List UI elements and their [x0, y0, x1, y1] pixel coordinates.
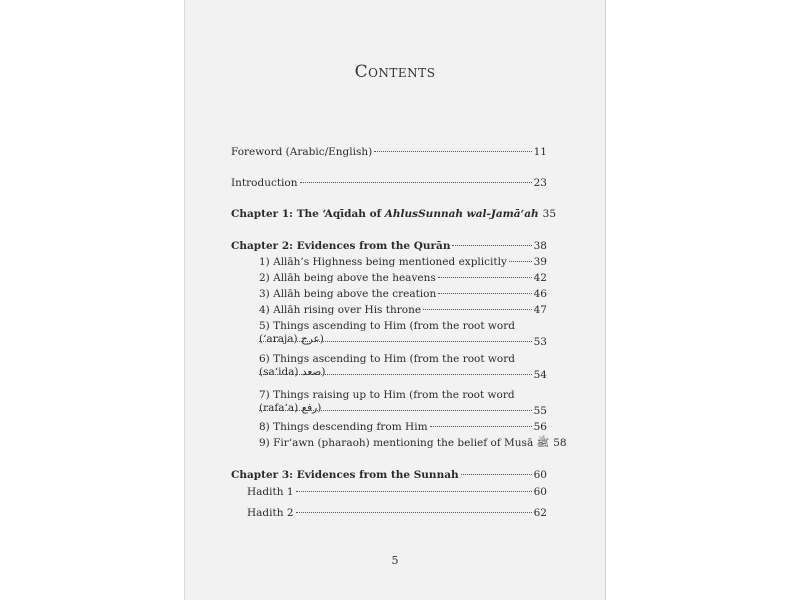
leader-dots: [296, 512, 532, 513]
book-page: [184, 0, 606, 600]
toc-label: Hadith 1: [247, 486, 294, 498]
page-number: 5: [391, 554, 399, 567]
leader-dots: [259, 374, 532, 375]
toc-label: Chapter 3: Evidences from the Sunnah: [231, 469, 459, 481]
toc-label: 8) Things descending from Him: [259, 421, 428, 433]
toc-entry-section: [259, 288, 547, 301]
toc-page: 62: [533, 507, 547, 519]
leader-dots: [374, 151, 531, 152]
leader-dots: [461, 474, 532, 475]
leader-dots: [438, 293, 531, 294]
toc-continuation: [259, 405, 547, 418]
toc-label: 7) Things raising up to Him (from the root word (rafa‘a) رفع): [259, 389, 515, 414]
toc-page: 39: [533, 256, 547, 268]
toc-entry-section: [259, 272, 547, 285]
toc-page: 53: [533, 336, 547, 348]
toc-page: 60: [533, 469, 547, 481]
toc-page: 55: [533, 405, 547, 417]
toc-label: 2) Allāh being above the heavens: [259, 272, 436, 284]
toc-page: 11: [533, 146, 547, 158]
toc-page: 42: [533, 272, 547, 284]
toc-entry-hadith: [247, 507, 547, 520]
leader-dots: [296, 491, 532, 492]
toc-entry-introduction: [231, 177, 547, 190]
leader-dots: [452, 245, 531, 246]
toc-entry-section: [259, 437, 567, 450]
toc-entry-section: [259, 304, 547, 317]
toc-page: 46: [533, 288, 547, 300]
leader-dots: [438, 277, 532, 278]
toc-label-text: Chapter 1: The ‘Aqīdah of: [231, 208, 385, 220]
toc-label: 3) Allāh being above the creation: [259, 288, 437, 300]
toc-continuation: [259, 369, 547, 382]
toc-label: Foreword (Arabic/English): [231, 146, 373, 158]
toc-entry-section: [259, 256, 547, 269]
toc-label: 1) Allāh’s Highness being mentioned explicitly: [259, 256, 507, 268]
leader-dots: [509, 261, 532, 262]
toc-page: 38: [533, 240, 547, 252]
toc-label: 5) Things ascending to Him (from the root word (‘araja) عرج): [259, 320, 515, 345]
toc-label: 9) Fir‘awn (pharaoh) mentioning the belief of Musā ﷺ: [259, 437, 550, 449]
toc-entry-chapter-3: [231, 469, 547, 482]
toc-label: Introduction: [231, 177, 298, 189]
toc-entry-foreword: [231, 146, 547, 159]
toc-entry-hadith: [247, 486, 547, 499]
toc-continuation: [259, 336, 547, 349]
toc-entry-chapter-1: [231, 208, 557, 221]
toc-label: Chapter 2: Evidences from the Qurān: [231, 240, 451, 252]
toc-page: 54: [533, 369, 547, 381]
leader-dots: [423, 309, 532, 310]
leader-dots: [430, 426, 532, 427]
toc-page: 58: [553, 437, 567, 449]
toc-entry-chapter-2: [231, 240, 547, 253]
leader-dots: [259, 410, 532, 411]
toc-page: 23: [533, 177, 547, 189]
leader-dots: [300, 182, 532, 183]
toc-label-italic: AhlusSunnah wal-Jamā‘ah: [384, 208, 539, 220]
toc-entry-section: [259, 421, 547, 434]
leader-dots: [259, 341, 532, 342]
toc-page: 56: [533, 421, 547, 433]
toc-page: 47: [533, 304, 547, 316]
toc-page: 35: [542, 208, 557, 220]
page-title: Contents: [354, 62, 436, 82]
toc-label: 6) Things ascending to Him (from the root word (sa‘ida) صعد): [259, 353, 515, 378]
toc-page: 60: [533, 486, 547, 498]
toc-label: 4) Allāh rising over His throne: [259, 304, 422, 316]
toc-label: [231, 208, 539, 221]
toc-label: Hadith 2: [247, 507, 294, 519]
